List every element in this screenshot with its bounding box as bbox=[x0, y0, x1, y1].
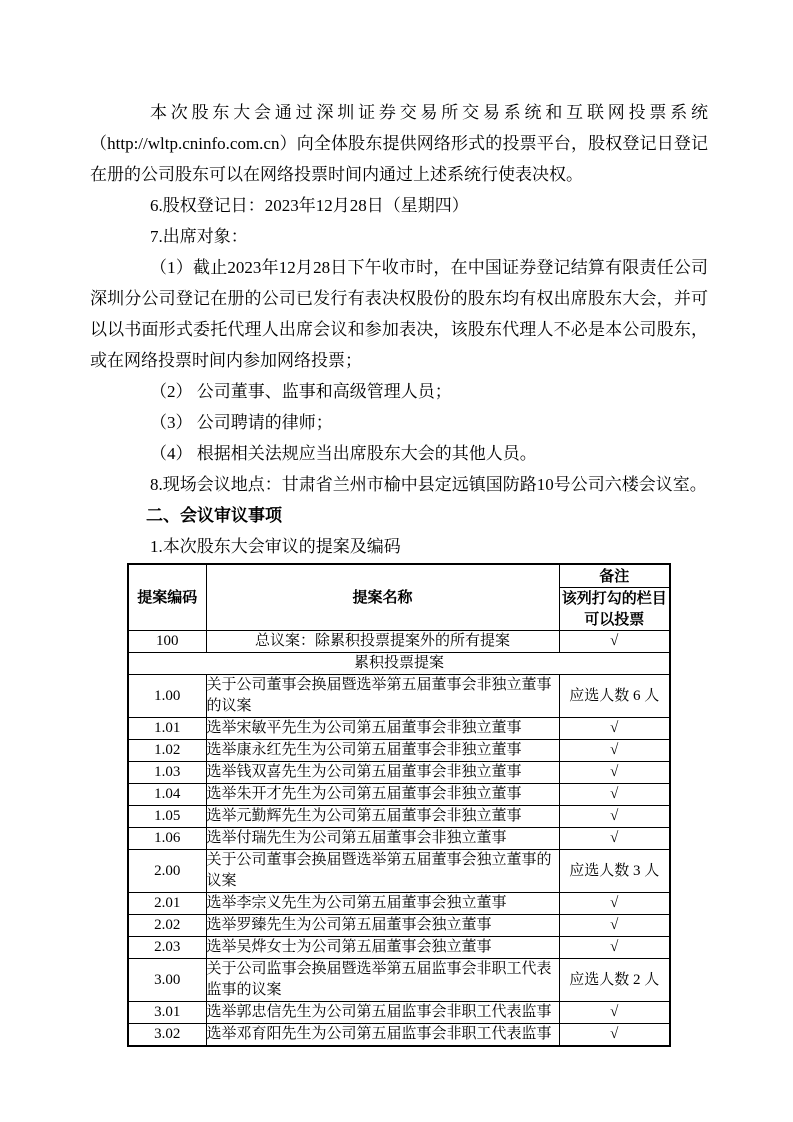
document-content bbox=[90, 97, 708, 1047]
table-row bbox=[128, 784, 670, 806]
proposal-table-header bbox=[128, 564, 670, 631]
paragraph-attendees-3: （3） 公司聘请的律师； bbox=[150, 413, 333, 432]
table-row bbox=[128, 762, 670, 784]
proposal-code: 1.00 bbox=[128, 675, 206, 718]
proposal-table bbox=[127, 563, 671, 1047]
proposal-name: 选举付瑞先生为公司第五届董事会非独立董事 bbox=[206, 828, 559, 850]
table-row bbox=[128, 806, 670, 828]
proposal-code: 1.03 bbox=[128, 762, 206, 784]
table-caption: 1.本次股东大会审议的提案及编码 bbox=[150, 537, 401, 556]
paragraph-attendees-1: （1）截止2023年12月28日下午收市时，在中国证券登记结算有限责任公司深圳分公司登记在册的公司已发行有表决权股份的股东均有权出席股东大会，并可以以书面形式委托代理人出席会议和参加表决，该股东代理人不必是本公司股东，或在网络投票时间内参加网络投票； bbox=[90, 258, 708, 370]
table-row bbox=[128, 675, 670, 718]
proposal-note: √ bbox=[559, 740, 670, 762]
proposal-note: √ bbox=[559, 828, 670, 850]
proposal-note: √ bbox=[559, 806, 670, 828]
proposal-name: 选举朱开才先生为公司第五届董事会非独立董事 bbox=[206, 784, 559, 806]
proposal-code: 100 bbox=[128, 631, 206, 653]
table-section-row bbox=[128, 653, 670, 675]
proposal-note: √ bbox=[559, 915, 670, 937]
proposal-note: 应选人数 3 人 bbox=[559, 850, 670, 893]
paragraph-attendees-title: 7.出席对象： bbox=[150, 227, 248, 246]
proposal-name: 关于公司监事会换届暨选举第五届监事会非职工代表监事的议案 bbox=[206, 959, 559, 1002]
paragraph-voting-system: 本次股东大会通过深圳证券交易所交易系统和互联网投票系统（http://wltp.cninfo.com.cn）向全体股东提供网络形式的投票平台，股权登记日登记在册的公司股东可以在网络投票时间内通过上述系统行使表决权。 bbox=[90, 103, 708, 184]
proposal-note: √ bbox=[559, 762, 670, 784]
table-row bbox=[128, 828, 670, 850]
header-note: 备注 bbox=[559, 564, 670, 588]
proposal-note: √ bbox=[559, 1024, 670, 1047]
table-row bbox=[128, 631, 670, 653]
proposal-code: 2.03 bbox=[128, 937, 206, 959]
table-row bbox=[128, 1024, 670, 1047]
header-proposal-name: 提案名称 bbox=[206, 564, 559, 631]
proposal-code: 2.01 bbox=[128, 893, 206, 915]
header-row-top bbox=[128, 564, 670, 588]
proposal-code: 1.01 bbox=[128, 718, 206, 740]
proposal-name: 选举宋敏平先生为公司第五届董事会非独立董事 bbox=[206, 718, 559, 740]
proposal-note: 应选人数 6 人 bbox=[559, 675, 670, 718]
paragraph-attendees-2: （2） 公司董事、监事和高级管理人员； bbox=[150, 382, 452, 401]
section-heading: 二、会议审议事项 bbox=[146, 506, 282, 525]
table-row bbox=[128, 850, 670, 893]
proposal-name: 选举郭忠信先生为公司第五届监事会非职工代表监事 bbox=[206, 1002, 559, 1024]
proposal-name: 选举罗臻先生为公司第五届董事会独立董事 bbox=[206, 915, 559, 937]
proposal-code: 3.00 bbox=[128, 959, 206, 1002]
proposal-name: 选举元勤辉先生为公司第五届董事会非独立董事 bbox=[206, 806, 559, 828]
table-row bbox=[128, 740, 670, 762]
table-row bbox=[128, 915, 670, 937]
proposal-name: 选举李宗义先生为公司第五届董事会独立董事 bbox=[206, 893, 559, 915]
proposal-name: 选举吴烨女士为公司第五届董事会独立董事 bbox=[206, 937, 559, 959]
paragraph-attendees-4: （4） 根据相关法规应当出席股东大会的其他人员。 bbox=[150, 444, 537, 463]
proposal-code: 1.06 bbox=[128, 828, 206, 850]
proposal-name: 关于公司董事会换届暨选举第五届董事会独立董事的议案 bbox=[206, 850, 559, 893]
table-row bbox=[128, 959, 670, 1002]
proposal-code: 3.02 bbox=[128, 1024, 206, 1047]
table-row bbox=[128, 893, 670, 915]
proposal-note: 应选人数 2 人 bbox=[559, 959, 670, 1002]
proposal-table-body bbox=[128, 631, 670, 1047]
paragraph-meeting-place: 8.现场会议地点：甘肃省兰州市榆中县定远镇国防路10号公司六楼会议室。 bbox=[150, 475, 707, 494]
proposal-name: 选举康永红先生为公司第五届董事会非独立董事 bbox=[206, 740, 559, 762]
proposal-note: √ bbox=[559, 893, 670, 915]
proposal-code: 2.02 bbox=[128, 915, 206, 937]
table-row bbox=[128, 1002, 670, 1024]
proposal-note: √ bbox=[559, 784, 670, 806]
proposal-name: 选举邓育阳先生为公司第五届监事会非职工代表监事 bbox=[206, 1024, 559, 1047]
table-row bbox=[128, 718, 670, 740]
proposal-code: 3.01 bbox=[128, 1002, 206, 1024]
header-note-sub: 该列打勾的栏目可以投票 bbox=[559, 588, 670, 631]
proposal-name: 选举钱双喜先生为公司第五届董事会非独立董事 bbox=[206, 762, 559, 784]
proposal-code: 1.04 bbox=[128, 784, 206, 806]
proposal-name: 关于公司董事会换届暨选举第五届董事会非独立董事的议案 bbox=[206, 675, 559, 718]
proposal-note: √ bbox=[559, 1002, 670, 1024]
table-row bbox=[128, 937, 670, 959]
proposal-note: √ bbox=[559, 718, 670, 740]
header-proposal-code: 提案编码 bbox=[128, 564, 206, 631]
paragraph-record-date: 6.股权登记日：2023年12月28日（星期四） bbox=[150, 196, 469, 215]
proposal-code: 1.05 bbox=[128, 806, 206, 828]
proposal-code: 2.00 bbox=[128, 850, 206, 893]
proposal-note: √ bbox=[559, 631, 670, 653]
proposal-name: 总议案：除累积投票提案外的所有提案 bbox=[206, 631, 559, 653]
proposal-note: √ bbox=[559, 937, 670, 959]
proposal-code: 1.02 bbox=[128, 740, 206, 762]
section-label: 累积投票提案 bbox=[128, 653, 670, 675]
